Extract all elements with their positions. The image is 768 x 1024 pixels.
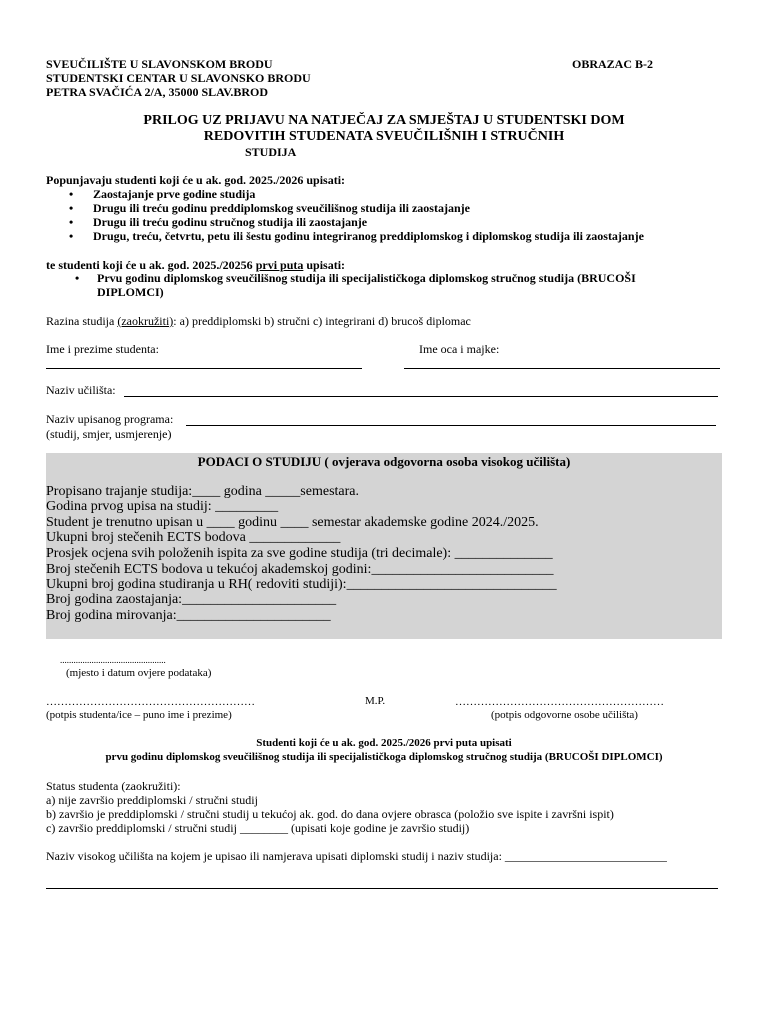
place-date-label: (mjesto i datum ovjere podataka) [66, 667, 212, 679]
section1-list [69, 187, 644, 243]
years-paused-field[interactable]: Broj godina mirovanja:______________________ [46, 608, 331, 623]
status-option-c[interactable]: c) završio preddiplomski / stručni studij ________ (upisati koje godine je završio studij) [46, 821, 470, 835]
graduate-school-field[interactable]: Naziv visokog učilišta na kojem je upisao ili namjerava upisati diplomski studij i naziv studija: ___________________________ [46, 849, 667, 863]
parents-name-label: Ime oca i majke: [419, 342, 500, 356]
study-duration-field[interactable]: Propisano trajanje studija:____ godina _____semestara. [46, 484, 359, 499]
student-signature-label: (potpis studenta/ice – puno ime i prezime) [46, 709, 232, 721]
section3-title-line2: prvu godinu diplomskog sveučilišnog studija ili specijalističkoga diplomskog stručnog studija (BRUCOŠI DIPLOMCI) [105, 751, 663, 763]
student-signature-field[interactable]: ………………………………………………… [46, 696, 255, 708]
ects-total-field[interactable]: Ukupni broj stečenih ECTS bodova _____________ [46, 530, 341, 545]
list-item: • Drugu ili treću godinu stručnog studija ili zaostajanje [69, 215, 368, 229]
list-item: • Drugu ili treću godinu preddiplomskog sveučilišnog studija ili zaostajanje [69, 201, 470, 215]
document-title-line2: REDOVITIH STUDENATA SVEUČILIŠNIH I STRUČNIH [203, 129, 565, 144]
years-studying-field[interactable]: Ukupni broj godina studiranja u RH( redoviti studiji):______________________________ [46, 577, 557, 592]
ects-current-year-field[interactable]: Broj stečenih ECTS bodova u tekućoj akademskoj godini:__________________________ [46, 562, 554, 577]
first-enrollment-field[interactable]: Godina prvog upisa na studij: _________ [46, 499, 279, 514]
institution-name: SVEUČILIŠTE U SLAVONSKOM BRODU [46, 57, 273, 71]
bullet-icon: • [75, 271, 80, 285]
section2-intro: te studenti koji će u ak. god. 2025./20256 prvi puta upisati: [46, 258, 346, 272]
student-name-field[interactable] [46, 368, 362, 369]
list-item: • Drugu, treću, četvrtu, petu ili šestu godinu integriranog preddiplomskog i diplomskog studija ili zaostajanje [69, 229, 644, 243]
graduate-school-line[interactable] [46, 888, 718, 889]
school-name-label: Naziv učilišta: [46, 383, 116, 397]
document-title-line3: STUDIJA [245, 145, 297, 159]
program-sublabel: (studij, smjer, usmjerenje) [46, 427, 172, 441]
section2-item-line2: DIPLOMCI) [97, 285, 164, 299]
student-name-label: Ime i prezime studenta: [46, 342, 159, 356]
status-option-b[interactable]: b) završio je preddiplomski / stručni studij u tekućoj ak. god. do dana ovjere obrasca (položio sve ispite i završni ispit) [46, 807, 614, 821]
official-signature-field[interactable]: ………………………………………………… [455, 696, 664, 708]
stamp-label: M.P. [365, 695, 386, 707]
place-date-field[interactable]: ............................................... [60, 655, 166, 665]
status-option-a[interactable]: a) nije završio preddiplomski / stručni studij [46, 793, 258, 807]
form-code: OBRAZAC B-2 [572, 57, 654, 71]
section3-title-line1: Studenti koji će u ak. god. 2025./2026 prvi puta upisati [256, 737, 512, 749]
program-name-field[interactable] [186, 425, 716, 426]
institution-center: STUDENTSKI CENTAR U SLAVONSKO BRODU [46, 71, 311, 85]
institution-address: PETRA SVAČIĆA 2/A, 35000 SLAV.BROD [46, 85, 269, 99]
grade-average-field[interactable]: Prosjek ocjena svih položenih ispita za sve godine studija (tri decimale): ______________ [46, 546, 553, 561]
current-enrollment-field[interactable]: Student je trenutno upisan u ____ godinu ____ semestar akademske godine 2024./2025. [46, 515, 539, 530]
razina-studija-field[interactable]: Razina studija (zaokružiti): a) preddiplomski b) stručni c) integrirani d) brucoš diplomac [46, 314, 471, 328]
section1-intro: Popunjavaju studenti koji će u ak. god. 2025./2026 upisati: [46, 173, 346, 187]
list-item: • Zaostajanje prve godine studija [69, 187, 256, 201]
status-label: Status studenta (zaokružiti): [46, 779, 181, 793]
program-name-label: Naziv upisanog programa: [46, 412, 174, 426]
school-name-field[interactable] [124, 396, 718, 397]
parents-name-field[interactable] [404, 368, 720, 369]
years-behind-field[interactable]: Broj godina zaostajanja:______________________ [46, 592, 337, 607]
study-data-title: PODACI O STUDIJU ( ovjerava odgovorna osoba visokog učilišta) [197, 454, 571, 469]
official-signature-label: (potpis odgovorne osobe učilišta) [491, 709, 638, 721]
section2-item-line1: Prvu godinu diplomskog sveučilišnog studija ili specijalističkoga diplomskog stručnog studija (BRUCOŠI [97, 271, 636, 285]
document-title-line1: PRILOG UZ PRIJAVU NA NATJEČAJ ZA SMJEŠTAJ U STUDENTSKI DOM [143, 113, 625, 128]
